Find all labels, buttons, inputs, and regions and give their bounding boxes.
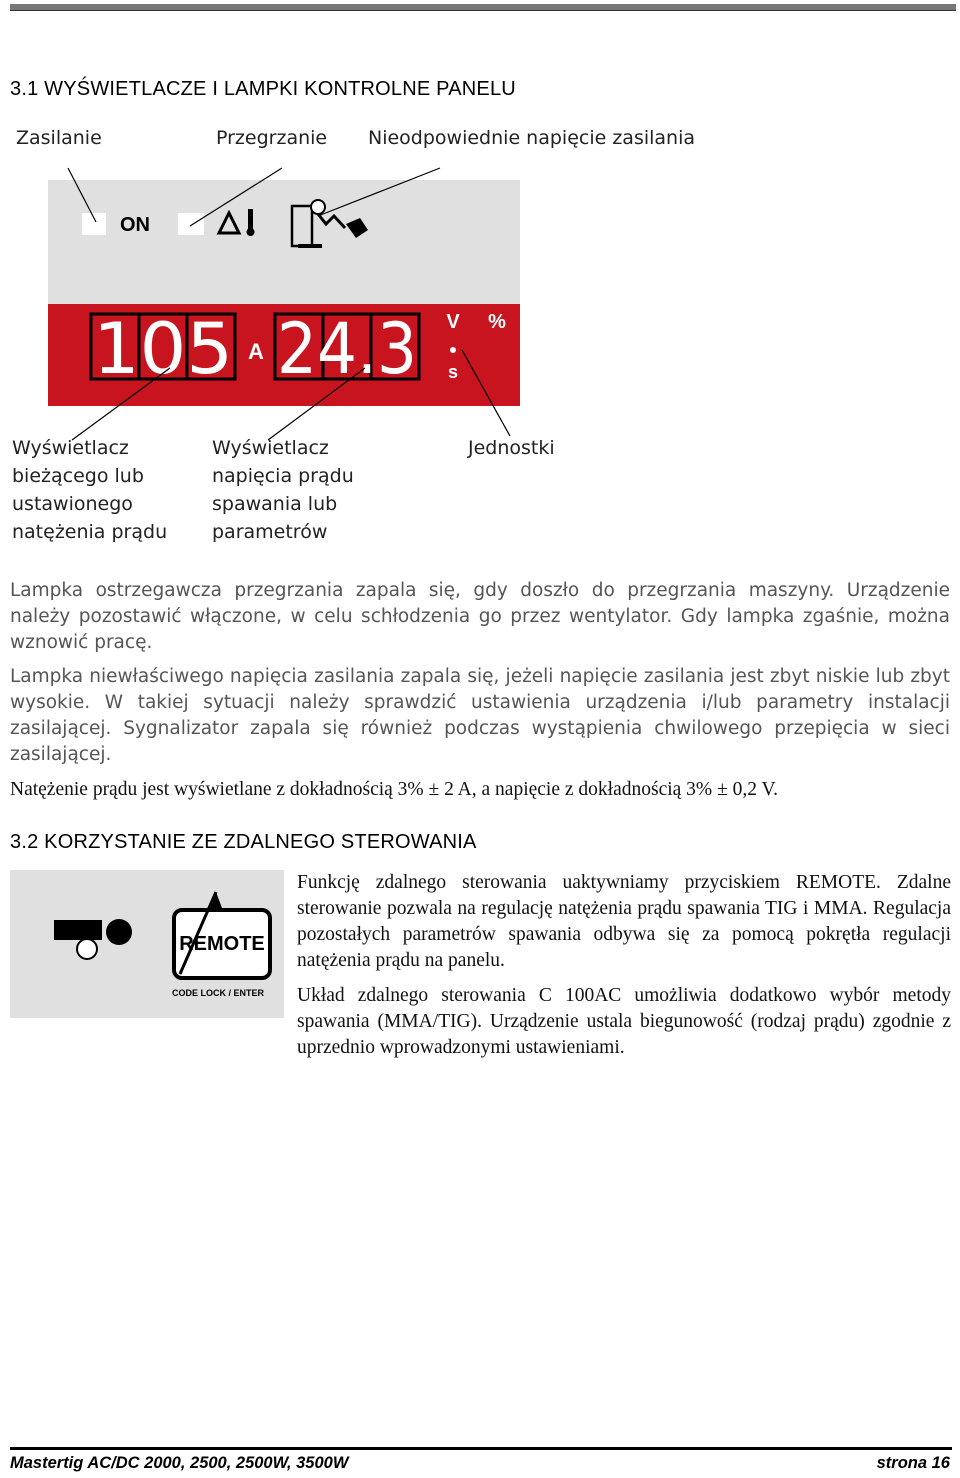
section-title: KORZYSTANIE ZE ZDALNEGO STEROWANIA xyxy=(44,831,477,853)
label-current-display: Wyświetlacz bieżącego lub ustawionego natężenia prądu xyxy=(12,437,168,543)
footer-page-number: strona 16 xyxy=(876,1454,950,1472)
paragraph-accuracy: Natężenie prądu jest wyświetlane z dokładnością 3% ± 2 A, a napięcie z dokładnością 3% ± 0,2 V. xyxy=(10,779,778,800)
remote-figure xyxy=(10,870,284,1018)
paragraph-overheat: Lampka ostrzegawcza przegrzania zapala się, gdy doszło do przegrzania maszyny. Urządzenie należy pozostawić włączone, w celu schłodzenia go przez wentylator. Gdy lampka zgaśnie, można wznowić pracę. xyxy=(10,580,950,653)
power-lamp xyxy=(82,213,106,235)
voltage-digits: 24.3 xyxy=(277,308,417,390)
footer-model: Mastertig AC/DC 2000, 2500, 2500W, 3500W xyxy=(10,1454,349,1472)
label-bad-voltage: Nieodpowiednie napięcie zasilania xyxy=(368,127,696,149)
footer-rule xyxy=(10,1447,952,1450)
label-voltage-display: Wyświetlacz napięcia prądu spawania lub parametrów xyxy=(212,437,354,543)
overheat-lamp xyxy=(178,213,204,235)
indicator-led-on xyxy=(106,919,132,945)
control-panel-figure xyxy=(0,118,720,558)
paragraph-remote-1: Funkcję zdalnego sterowania uaktywniamy przyciskiem REMOTE. Zdalne sterowanie pozwala na regulację natężenia prądu spawania TIG i MMA. Regulacja pozostałych parametrów spawania odbywa się za pomocą pokrętła regulacji natężenia prądu na panelu. xyxy=(297,872,951,971)
section-heading-3-2 xyxy=(10,831,477,854)
top-rule xyxy=(10,4,956,11)
label-power: Zasilanie xyxy=(16,127,102,149)
code-lock-caption: CODE LOCK / ENTER xyxy=(171,988,265,998)
on-label: ON xyxy=(120,214,150,236)
indicator-led-off xyxy=(77,939,97,959)
section-title: WYŚWIETLACZE I LAMPKI KONTROLNE PANELU xyxy=(44,78,516,100)
section-heading-3-1 xyxy=(10,78,516,101)
current-digits: 105 xyxy=(93,308,233,390)
indicator-bar xyxy=(54,920,102,940)
unit-s: s xyxy=(447,362,459,382)
remote-button-label: REMOTE xyxy=(179,933,265,955)
paragraph-remote-2: Układ zdalnego sterowania C 100AC umożliwia dodatkowo wybór metody spawania (MMA/TIG). Urządzenie ustala biegunowość (rodzaj prądu) zgodnie z uprzednio wprowadzonymi ustawieniami. xyxy=(297,985,951,1058)
unit-percent: % xyxy=(488,311,506,333)
unit-indicator-dot xyxy=(450,347,456,353)
thermometer-icon xyxy=(248,209,253,229)
section-number: 3.2 xyxy=(10,831,39,853)
current-unit: A xyxy=(248,339,264,364)
paragraph-voltage-lamp: Lampka niewłaściwego napięcia zasilania zapala się, jeżeli napięcie zasilania jest zbyt niskie lub zbyt wysokie. W takiej sytuacji należy sprawdzić ustawienia urządzenia i/lub parametry instalacji zasilającej. Sygnalizator zapala się również podczas wystąpienia chwilowego przepięcia w sieci zasilającej. xyxy=(10,666,950,765)
panel-drawing xyxy=(0,118,720,558)
label-overheat: Przegrzanie xyxy=(216,127,328,149)
section-number: 3.1 xyxy=(10,78,39,100)
unit-v: V xyxy=(446,311,460,333)
label-units: Jednostki xyxy=(468,437,555,459)
